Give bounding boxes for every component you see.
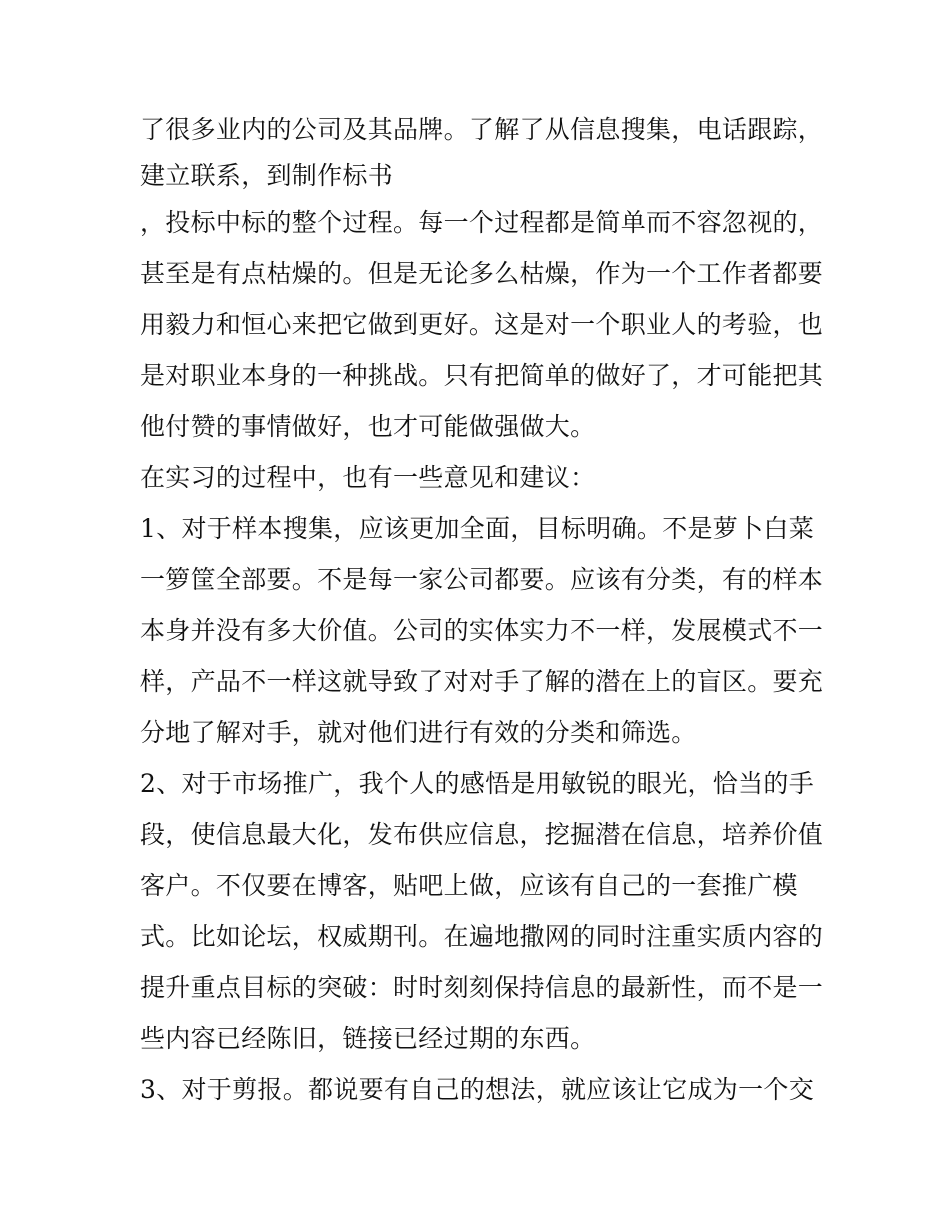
- text-line: 一箩筐全部要。不是每一家公司都要。应该有分类，有的样本: [140, 565, 824, 594]
- text-line: 本身并没有多大价值。公司的实体实力不一样，发展模式不一: [140, 616, 824, 645]
- text-line: 客户。不仅要在博客，贴吧上做，应该有自己的一套推广模: [140, 871, 798, 900]
- text-line: 3、对于剪报。都说要有自己的想法，就应该让它成为一个交: [140, 1075, 815, 1104]
- text-line: 段，使信息最大化，发布供应信息，挖掘潜在信息，培养价值: [140, 820, 824, 849]
- document-body: [140, 104, 830, 1115]
- text-line: 些内容已经陈旧，链接已经过期的东西。: [140, 1024, 596, 1053]
- text-line: ，投标中标的整个过程。每一个过程都是简单而不容忽视的，: [140, 208, 824, 237]
- text-line: 在实习的过程中，也有一些意见和建议：: [140, 463, 596, 492]
- text-line: 是对职业本身的一种挑战。只有把简单的做好了，才可能把其: [140, 361, 824, 390]
- text-line: 分地了解对手，就对他们进行有效的分类和筛选。: [140, 718, 697, 747]
- text-line: 甚至是有点枯燥的。但是无论多么枯燥，作为一个工作者都要: [140, 259, 824, 288]
- text-line: 样，产品不一样这就导致了对对手了解的潜在上的盲区。要充: [140, 667, 824, 696]
- text-line: 提升重点目标的突破：时时刻刻保持信息的最新性，而不是一: [140, 973, 824, 1002]
- text-line: 用毅力和恒心来把它做到更好。这是对一个职业人的考验，也: [140, 310, 824, 339]
- text-line: 他付赞的事情做好，也才可能做强做大。: [140, 412, 596, 441]
- text-line: 了很多业内的公司及其品牌。了解了从信息搜集，电话跟踪，: [140, 115, 824, 144]
- text-line: 2、对于市场推广，我个人的感悟是用敏锐的眼光，恰当的手: [140, 769, 815, 798]
- text-line: 建立联系，到制作标书: [140, 161, 394, 190]
- text-line: 1、对于样本搜集，应该更加全面，目标明确。不是萝卜白菜: [140, 514, 815, 543]
- text-line: 式。比如论坛，权威期刊。在遍地撒网的同时注重实质内容的: [140, 922, 824, 951]
